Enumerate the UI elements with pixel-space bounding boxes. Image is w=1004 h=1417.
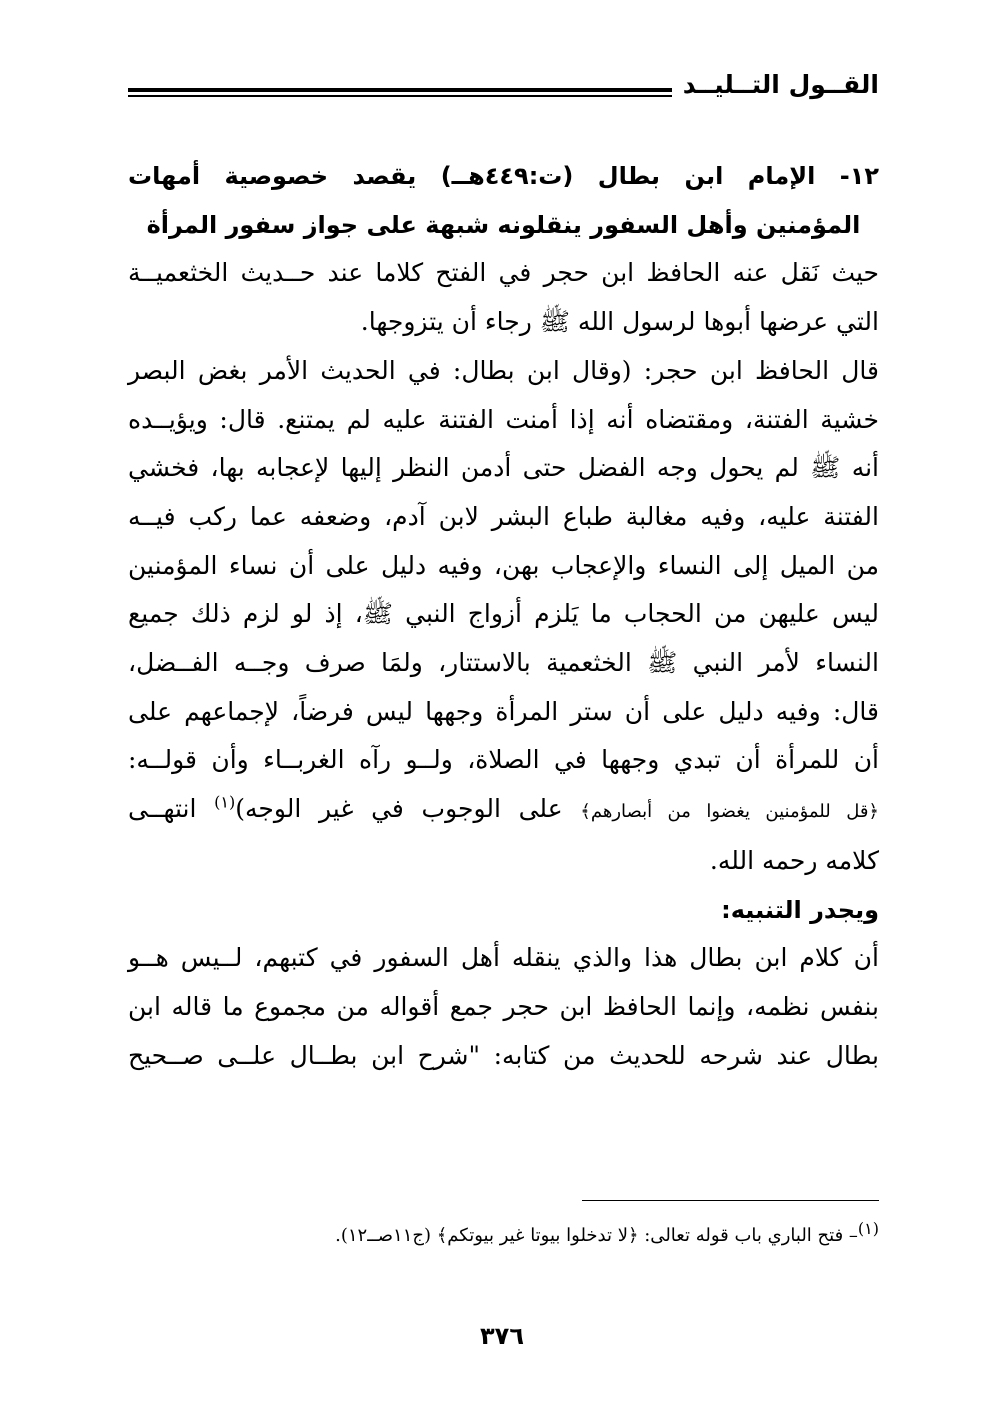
body-text: [128, 152, 879, 1080]
quote-line: [128, 785, 879, 837]
footnote-separator: [582, 1200, 879, 1201]
text-line: النساء لأمر النبي ﷺ الخثعمية بالاستتار، ولمَا صرف وجــه الفــضل،: [128, 648, 879, 678]
section-heading-line-2: المؤمنين وأهل السفور ينقلونه شبهة على جواز سفور المرأة: [146, 210, 861, 239]
text-line: كلامه رحمه الله.: [709, 845, 879, 875]
page-number: ٣٧٦: [480, 1322, 524, 1350]
quran-quote: ﴿قل للمؤمنين يغضوا من أبصارهم﴾: [580, 801, 879, 823]
footnote-ref: (١): [214, 792, 236, 812]
book-title: القــول التــليــد: [682, 70, 879, 99]
text-line: قال: وفيه دليل على أن ستر المرأة وجهها ليس فرضاً، لإجماعهم على: [128, 696, 879, 726]
running-header: [128, 70, 879, 110]
text-line: الفتنة عليه، وفيه مغالبة طباع البشر لابن آدم، وضعفه عما ركب فيــه: [128, 501, 879, 531]
footnote-marker: (١): [857, 1219, 879, 1238]
text-line: من الميل إلى النساء والإعجاب بهن، وفيه دليل على أن نساء المؤمنين: [128, 550, 879, 580]
section-heading-line-1: ١٢- الإمام ابن بطال (ت:٤٤٩هــ) يقصد خصوصية أمهات: [128, 162, 880, 190]
text-line: خشية الفتنة، ومقتضاه أنه إذا أمنت الفتنة عليه لم يمتنع. قال: ويؤيــده: [128, 404, 879, 434]
text-line: أنه ﷺ لم يحول وجه الفضل حتى أدمن النظر إليها لإعجابه بها، فخشي: [128, 453, 879, 483]
text-line: التي عرضها أبوها لرسول الله ﷺ رجاء أن يتزوجها.: [360, 307, 879, 337]
text-line: ليس عليهن من الحجاب ما يَلزم أزواج النبي ﷺ، إذ لو لزم ذلك جميع: [128, 599, 879, 629]
text-line: بنفس نظمه، وإنما الحافظ ابن حجر جمع أقواله من مجموع ما قاله ابن: [128, 991, 879, 1021]
footnote: [119, 1219, 879, 1250]
text-line: حيث نَقل عنه الحافظ ابن حجر في الفتح كلاما عند حــديث الخثعميــة: [128, 258, 879, 288]
quote-end: انتهــى: [128, 794, 197, 824]
header-rule: [128, 88, 672, 97]
text-line: أن كلام ابن بطال هذا والذي ينقله أهل السفور في كتبهم، لــيس هــو: [128, 943, 879, 973]
text-line: بطال عند شرحه للحديث من كتابه: "شرح ابن بطــال علــى صــحيح: [128, 1040, 879, 1070]
text-line: قال الحافظ ابن حجر: (وقال ابن بطال: في الحديث الأمر بغض البصر: [128, 355, 879, 385]
text-line: أن للمرأة أن تبدي وجهها في الصلاة، ولــو رآه الغربــاء وأن قولــه:: [128, 745, 879, 775]
footnote-text: – فتح الباري باب قوله تعالى: ﴿لا تدخلوا بيوتا غير بيوتكم﴾ (ج١١صــ١٢).: [335, 1225, 858, 1246]
quote-text: على الوجوب في غير الوجه): [235, 794, 563, 824]
subheading: ويجدر التنبيه:: [721, 895, 879, 924]
